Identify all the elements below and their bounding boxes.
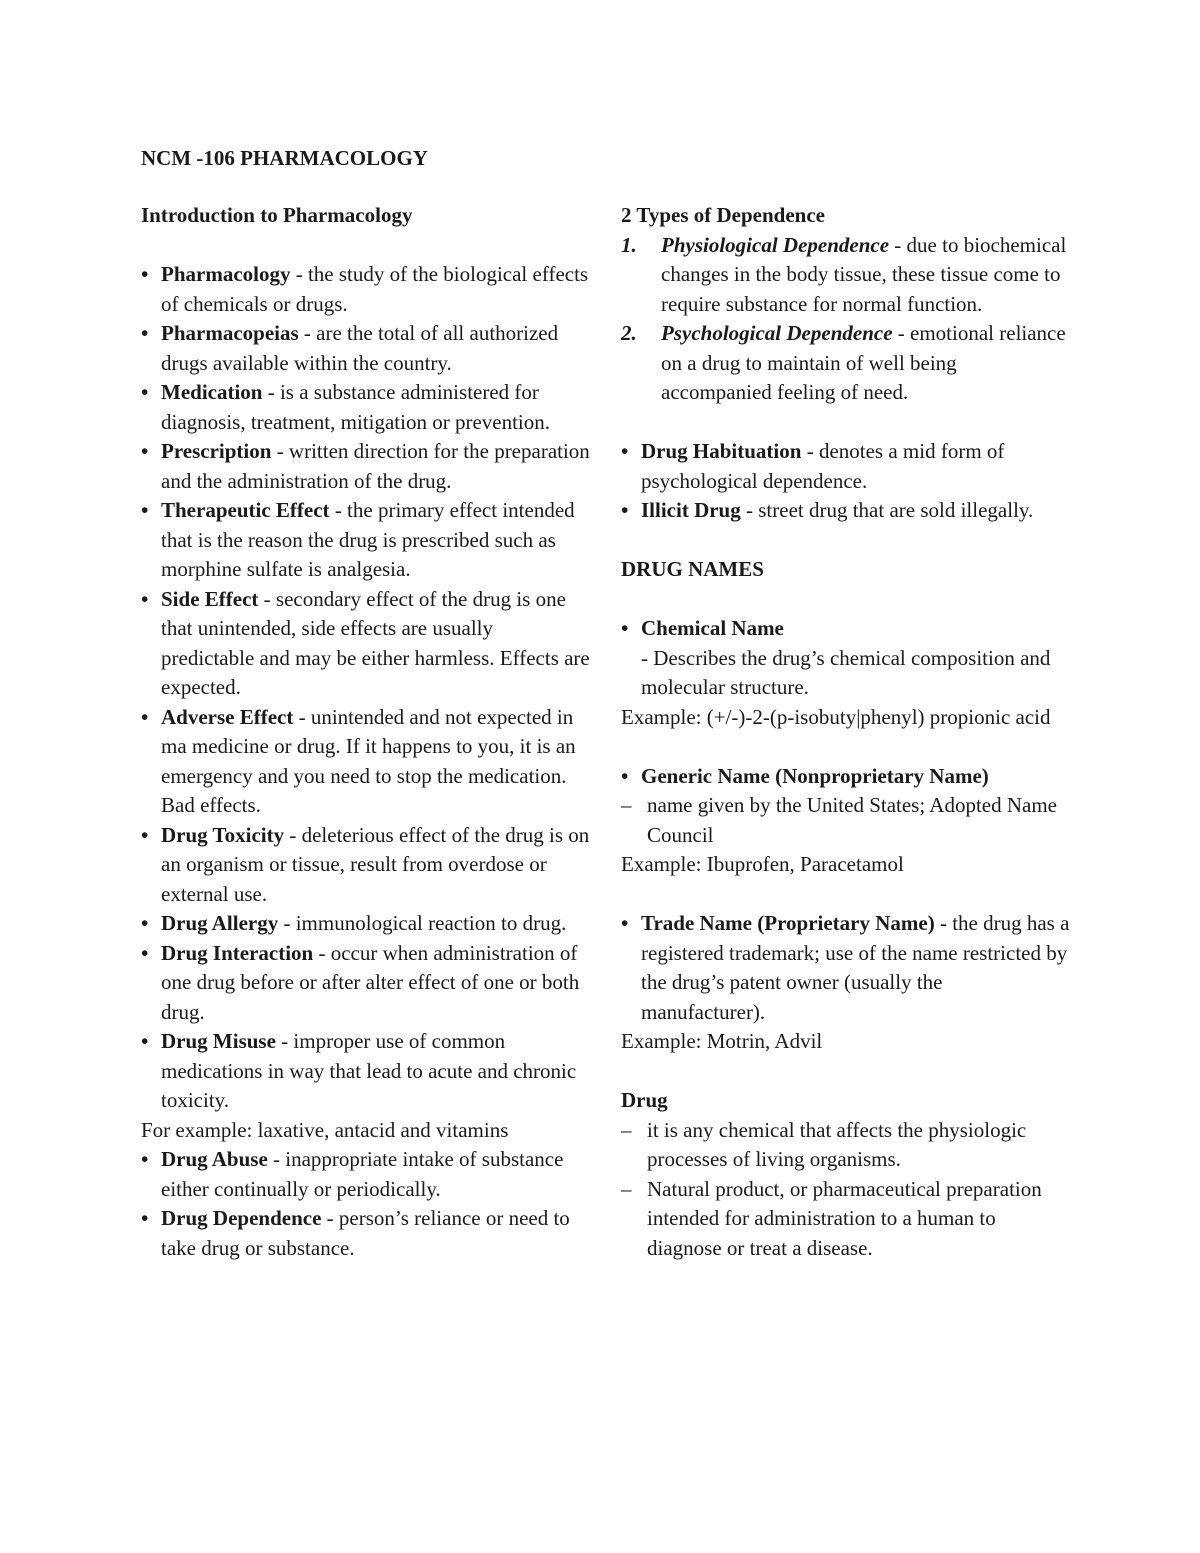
list-item — [621, 909, 1071, 1027]
definition: - are the total of all authorized drugs available within the country. — [161, 321, 559, 375]
term: Prescription — [161, 439, 272, 463]
definition: - is a substance administered for diagnosis, treatment, mitigation or prevention. — [161, 380, 551, 434]
left-column — [141, 201, 591, 1263]
definition: - deleterious effect of the drug is on an organism or tissue, result from overdose or external use. — [161, 822, 590, 906]
term: Chemical Name — [641, 616, 784, 640]
term: Physiological Dependence — [661, 232, 890, 257]
generic-name-list — [621, 762, 1071, 792]
item-number: 2. — [621, 321, 637, 345]
list-item — [141, 821, 591, 910]
chemical-description: - Describes the drug’s chemical composition and molecular structure. — [641, 645, 1051, 699]
item-number: 1. — [621, 232, 637, 257]
list-item — [621, 319, 1071, 408]
trade-name-list — [621, 909, 1071, 1027]
intro-heading: Introduction to Pharmacology — [141, 203, 413, 227]
list-item — [141, 703, 591, 821]
term: Drug Interaction — [161, 940, 314, 965]
list-item — [141, 437, 591, 496]
term: Medication — [161, 380, 263, 404]
dash-item: – it is any chemical that affects the physiologic processes of living organisms. — [621, 1116, 1071, 1175]
list-item — [621, 496, 1071, 526]
dependence-heading: 2 Types of Dependence — [621, 203, 825, 227]
drug-heading: Drug — [621, 1088, 668, 1112]
term: Side Effect — [161, 586, 259, 611]
drug-names-heading: DRUG NAMES — [621, 557, 764, 581]
definitions-list-continued — [141, 1145, 591, 1263]
definition: - occur when administration of one drug before or after alter effect of one or both drug. — [161, 940, 580, 1024]
list-item — [621, 437, 1071, 496]
generic-example: Example: Ibuprofen, Paracetamol — [621, 852, 904, 876]
dash-item: – name given by the United States; Adopted Name Council — [621, 791, 1071, 850]
habituation-list — [621, 437, 1071, 526]
definition: - inappropriate intake of substance either continually or periodically. — [161, 1147, 564, 1201]
definition: - person’s reliance or need to take drug or substance. — [161, 1206, 570, 1260]
dash-item: – Natural product, or pharmaceutical preparation intended for administration to a human to diagnose or treat a disease. — [621, 1175, 1071, 1264]
list-item — [141, 939, 591, 1028]
definition: - immunological reaction to drug. — [278, 911, 567, 935]
term: Generic Name (Nonproprietary Name) — [641, 763, 989, 788]
definition: - the drug has a registered trademark; use of the name restricted by the drug’s patent owner (usually the manufacturer). — [641, 911, 1070, 1024]
term: Drug Habituation — [641, 439, 802, 463]
list-item — [141, 496, 591, 585]
right-column — [621, 201, 1071, 1263]
term: Drug Toxicity — [161, 822, 285, 847]
list-item — [141, 1204, 591, 1263]
list-item — [141, 585, 591, 703]
definition: - unintended and not expected in ma medicine or drug. If it happens to you, it is an emergency and you need to stop the medication. Bad effects. — [161, 704, 576, 817]
definition: - due to biochemical changes in the body tissue, these tissue come to require substance for normal function. — [661, 232, 1067, 316]
definition: - the primary effect intended that is the reason the drug is prescribed such as morphine sulfate is analgesia. — [161, 498, 575, 581]
list-item — [141, 319, 591, 378]
term: Drug Allergy — [161, 911, 279, 935]
list-item — [141, 909, 591, 939]
dependence-list — [621, 231, 1071, 408]
list-item — [141, 260, 591, 319]
list-item — [141, 378, 591, 437]
term: Drug Dependence — [161, 1206, 322, 1230]
list-item — [621, 762, 1071, 792]
definition: - street drug that are sold illegally. — [740, 498, 1034, 522]
drug-dash-list — [621, 1116, 1071, 1264]
chemical-example: Example: (+/-)-2-(p-isobuty|phenyl) propionic acid — [621, 704, 1051, 729]
term: Illicit Drug — [641, 498, 741, 522]
term: Drug Misuse — [161, 1029, 276, 1053]
term: Trade Name (Proprietary Name) — [641, 911, 935, 935]
definition: - denotes a mid form of psychological dependence. — [641, 439, 1005, 493]
example-line: For example: laxative, antacid and vitamins — [141, 1117, 509, 1142]
definition: - secondary effect of the drug is one that unintended, side effects are usually predictable and may be either harmless. Effects are expected. — [161, 586, 590, 699]
term: Pharmacology — [161, 262, 291, 286]
definition: - written direction for the preparation and the administration of the drug. — [161, 439, 590, 493]
generic-dash-list — [621, 791, 1071, 850]
list-item — [621, 231, 1071, 320]
definitions-list — [141, 260, 591, 1116]
term: Drug Abuse — [161, 1147, 268, 1171]
term: Therapeutic Effect — [161, 498, 330, 522]
trade-example: Example: Motrin, Advil — [621, 1029, 823, 1053]
term: Pharmacopeias — [161, 321, 299, 345]
list-item — [141, 1145, 591, 1204]
term: Psychological Dependence — [661, 321, 893, 345]
chemical-name-list — [621, 614, 1071, 644]
term: Adverse Effect — [161, 704, 294, 729]
document-title: NCM -106 PHARMACOLOGY — [141, 146, 428, 170]
definition: - improper use of common medications in way that lead to acute and chronic toxicity. — [161, 1029, 577, 1112]
list-item — [621, 614, 1071, 644]
definition: - the study of the biological effects of chemicals or drugs. — [161, 262, 589, 316]
definition: - emotional reliance on a drug to maintain of well being accompanied feeling of need. — [661, 321, 1066, 404]
list-item — [141, 1027, 591, 1116]
